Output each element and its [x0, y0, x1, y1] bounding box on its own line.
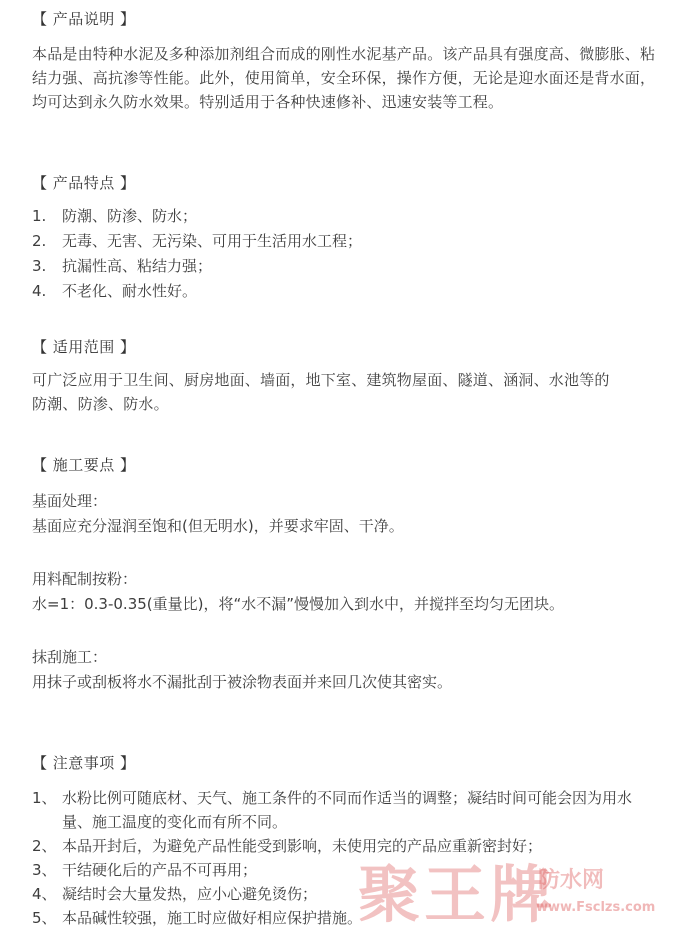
step-title: 基面处理： [32, 492, 108, 510]
section-construction [32, 454, 662, 693]
step-title: 抹刮施工： [32, 648, 108, 666]
section-features [32, 172, 662, 304]
section-heading: 【 适用范围 】 [32, 338, 136, 356]
scope-paragraph: 可广泛应用于卫生间、厨房地面、墙面，地下室、建筑物屋面、隧道、涵洞、水池等的防潮、防渗、防水。 [32, 371, 610, 413]
construction-step [32, 490, 662, 537]
watermark-url: www.Fsclzs.com [536, 900, 656, 915]
list-item: 3. 抗漏性高、粘结力强； [32, 257, 213, 275]
list-item: 4、 凝结时会大量发热，应小心避免烫伤； [32, 885, 318, 903]
features-list [32, 204, 662, 304]
construction-step [32, 646, 662, 693]
section-heading: 【 注意事项 】 [32, 754, 136, 772]
step-body: 基面应充分湿润至饱和(但无明水)，并要求牢固、干净。 [32, 517, 404, 535]
list-item: 1. 防潮、防渗、防水； [32, 207, 198, 225]
list-item: 5、 本品碱性较强，施工时应做好相应保护措施。 [32, 909, 363, 927]
description-paragraph: 本品是由特种水泥及多种添加剂组合而成的刚性水泥基产品。该产品具有强度高、微膨胀、粘结力强、高抗渗等性能。此外，使用简单，安全环保，操作方便，无论是迎水面还是背水面，均可达到永久防水效果。特别适用于各种快速修补、迅速安装等工程。 [32, 45, 656, 111]
list-item: 2. 无毒、无害、无污染、可用于生活用水工程； [32, 232, 363, 250]
section-heading: 【 产品特点 】 [32, 174, 136, 192]
list-item: 4. 不老化、耐水性好。 [32, 282, 198, 300]
watermark-tagline: 防水网 [538, 868, 605, 893]
watermark-brand: 聚王牌 [358, 858, 557, 931]
list-item: 1、 水粉比例可随底材、天气、施工条件的不同而作适当的调整；凝结时间可能会因为用水量、施工温度的变化而有所不同。 [32, 789, 633, 831]
list-item: 2、 本品开封后，为避免产品性能受到影响，未使用完的产品应重新密封好； [32, 837, 543, 855]
section-scope [32, 336, 662, 416]
step-body: 水=1：0.3-0.35(重量比)，将“水不漏”慢慢加入到水中，并搅拌至均匀无团块。 [32, 595, 565, 613]
step-body: 用抹子或刮板将水不漏批刮于被涂物表面并来回几次使其密实。 [32, 673, 453, 691]
section-description [32, 8, 662, 114]
construction-step [32, 568, 662, 615]
list-item: 3、 干结硬化后的产品不可再用； [32, 861, 258, 879]
section-heading: 【 施工要点 】 [32, 456, 136, 474]
watermark [358, 860, 668, 946]
step-title: 用料配制按粉： [32, 570, 138, 588]
section-heading: 【 产品说明 】 [32, 10, 136, 28]
